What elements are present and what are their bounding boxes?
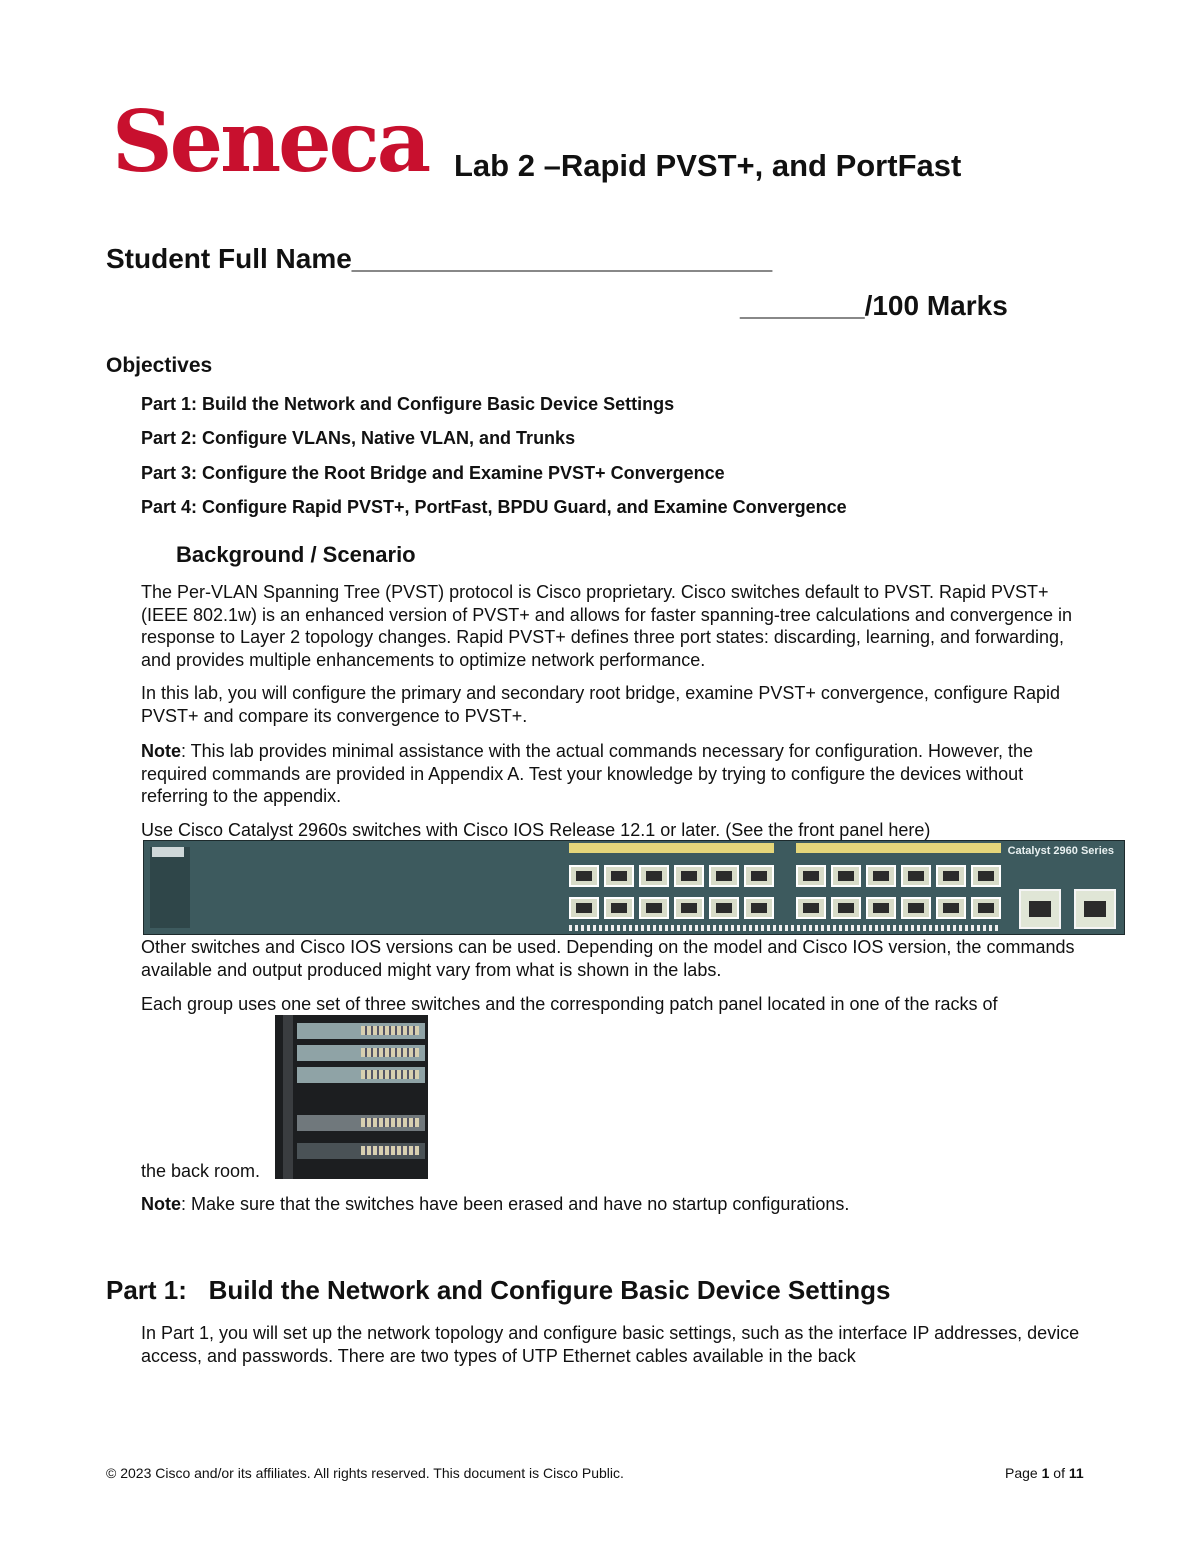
- note-text-2: : Make sure that the switches have been erased and have no startup configurations.: [181, 1194, 850, 1214]
- note-paragraph-2: [141, 1193, 1091, 1216]
- port-number-strip-left: [569, 843, 774, 853]
- page-prefix: Page: [1005, 1465, 1042, 1481]
- switch-status-panel: [150, 847, 190, 928]
- switch-port: [971, 897, 1001, 919]
- rack-switch-3: [297, 1067, 425, 1083]
- switch-port: [674, 897, 704, 919]
- page-current: 1: [1041, 1465, 1050, 1481]
- objective-item-1: Part 1: Build the Network and Configure Basic Device Settings: [141, 394, 675, 414]
- rack-switch-2: [297, 1045, 425, 1061]
- rack-photo-image: [275, 1015, 428, 1179]
- note-label-2: Note: [141, 1194, 181, 1214]
- footer-page-number: [1005, 1465, 1084, 1481]
- note-label: Note: [141, 741, 181, 761]
- background-paragraph-5: Each group uses one set of three switches and the corresponding patch panel located in one of the racks of: [141, 994, 998, 1014]
- part1-paragraph: In Part 1, you will set up the network topology and configure basic settings, such as the interface IP addresses, device access, and passwords. There are two types of UTP Ethernet cables available in the back: [141, 1323, 1080, 1366]
- background-paragraph-3: Use Cisco Catalyst 2960s switches with Cisco IOS Release 12.1 or later. (See the front panel here): [141, 820, 931, 840]
- switch-port: [936, 897, 966, 919]
- switch-port: [796, 897, 826, 919]
- switch-port: [604, 865, 634, 887]
- switch-port: [674, 865, 704, 887]
- lab-title: Lab 2 –Rapid PVST+, and PortFast: [454, 148, 962, 183]
- background-paragraph-2: In this lab, you will configure the primary and secondary root bridge, examine PVST+ convergence, configure Rapid PVST+ and compare its convergence to PVST+.: [141, 683, 1060, 726]
- rack-switch-1: [297, 1023, 425, 1039]
- background-paragraph-4: Other switches and Cisco IOS versions can be used. Depending on the model and Cisco IOS version, the commands available and output produced might vary from what is shown in the labs.: [141, 937, 1075, 980]
- switch-port: [831, 897, 861, 919]
- switch-port: [901, 897, 931, 919]
- switch-port: [831, 865, 861, 887]
- student-name-line: Student Full Name___________________________: [106, 243, 773, 274]
- objective-item-3: Part 3: Configure the Root Bridge and Examine PVST+ Convergence: [141, 463, 725, 483]
- rack-cable-manager: [297, 1143, 425, 1159]
- switch-port: [744, 897, 774, 919]
- objectives-heading: Objectives: [106, 354, 213, 377]
- switch-port: [639, 865, 669, 887]
- background-heading: Background / Scenario: [176, 542, 416, 567]
- switch-port: [971, 865, 1001, 887]
- switch-port: [744, 865, 774, 887]
- background-paragraph-5-cont: the back room.: [141, 1161, 261, 1181]
- switch-model-label: Catalyst 2960 Series: [1007, 845, 1114, 857]
- switch-port: [936, 865, 966, 887]
- switch-port: [639, 897, 669, 919]
- page-total: 11: [1068, 1465, 1084, 1481]
- switch-port: [709, 897, 739, 919]
- switch-logo-plate: [152, 847, 184, 857]
- objective-item-4: Part 4: Configure Rapid PVST+, PortFast, BPDU Guard, and Examine Convergence: [141, 497, 847, 517]
- note-text: : This lab provides minimal assistance with the actual commands necessary for configuration. However, the required commands are provided in Appendix A. Test your knowledge by trying to configure the devices without referring to the appendix.: [141, 741, 1034, 806]
- footer-copyright: © 2023 Cisco and/or its affiliates. All rights reserved. This document is Cisco Public.: [106, 1465, 624, 1481]
- note-paragraph-1: [141, 740, 1091, 808]
- switch-port: [569, 897, 599, 919]
- page-of: of: [1049, 1465, 1069, 1481]
- port-number-strip-right: [796, 843, 1001, 853]
- rack-rail: [283, 1015, 293, 1179]
- switch-port: [866, 865, 896, 887]
- switch-port: [709, 865, 739, 887]
- background-paragraph-1: The Per-VLAN Spanning Tree (PVST) protocol is Cisco proprietary. Cisco switches default to PVST. Rapid PVST+ (IEEE 802.1w) is an enhanced version of PVST+ and allows for faster spanning-tree calculations and convergence in response to Layer 2 topology changes. Rapid PVST+ defines three port states: discarding, learning, and forwarding, and provides multiple enhancements to optimize network performance.: [141, 582, 1073, 670]
- switch-port: [569, 865, 599, 887]
- marks-line: ________/100 Marks: [740, 290, 1008, 321]
- uplink-port-2: [1074, 889, 1116, 929]
- switch-port: [866, 897, 896, 919]
- switch-port: [901, 865, 931, 887]
- rack-patch-panel: [297, 1115, 425, 1131]
- seneca-logo: Seneca: [112, 92, 429, 191]
- switch-label-stripe: [569, 925, 1001, 931]
- switch-port: [796, 865, 826, 887]
- switch-front-panel-image: [143, 840, 1125, 935]
- objective-item-2: Part 2: Configure VLANs, Native VLAN, and Trunks: [141, 428, 576, 448]
- part1-heading: Part 1: Build the Network and Configure Basic Device Settings: [106, 1275, 891, 1305]
- uplink-port-1: [1019, 889, 1061, 929]
- switch-port: [604, 897, 634, 919]
